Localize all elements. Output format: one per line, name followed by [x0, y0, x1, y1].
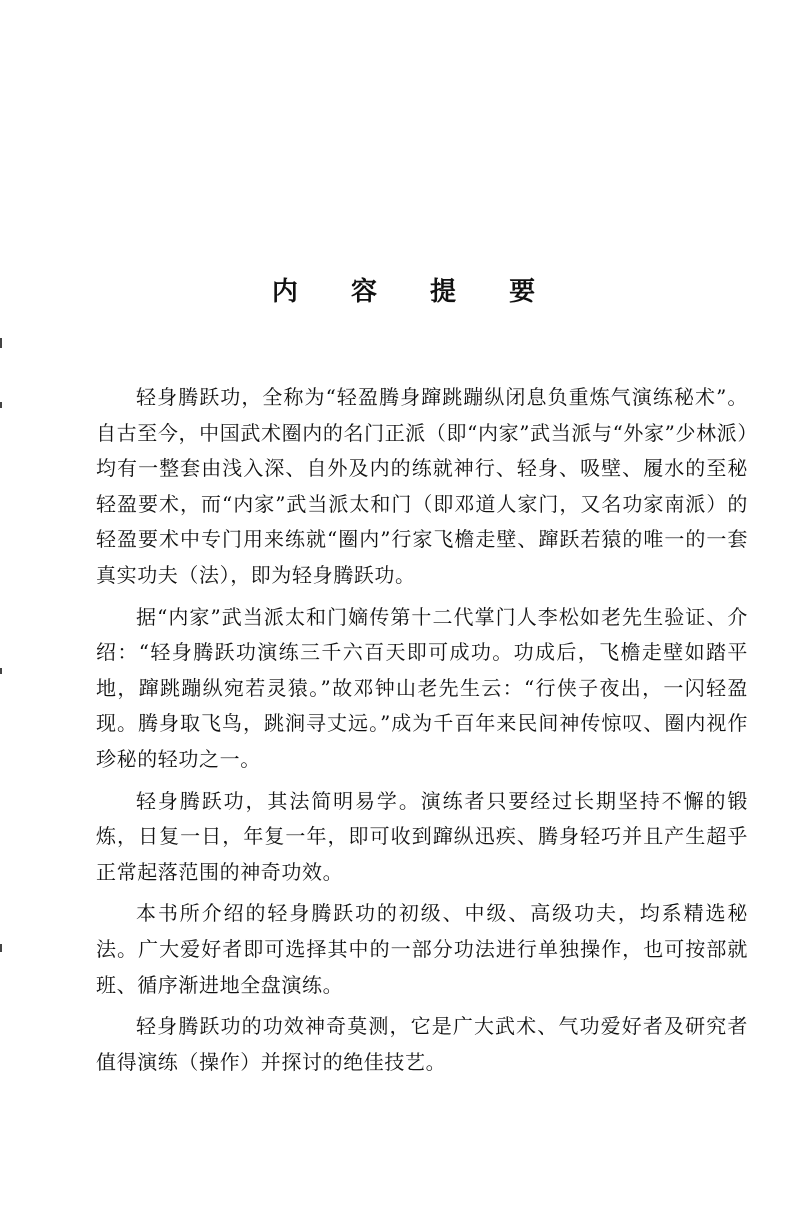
paragraph: 轻身腾跃功，其法简明易学。演练者只要经过长期坚持不懈的锻炼，日复一日，年复一年，即可收到蹿纵迅疾、腾身轻巧并且产生超乎正常起落范围的神奇功效。: [96, 788, 748, 884]
scan-edge-mark: [0, 944, 2, 952]
paragraph: 据“内家”武当派太和门嫡传第十二代掌门人李松如老先生验证、介绍：“轻身腾跃功演练三千六百天即可成功。功成后，飞檐走壁如踏平地，蹿跳蹦纵宛若灵猿。”故邓钟山老先生云：“行侠子夜出，一闪轻盈现。腾身取飞鸟，跳涧寻丈远。”成为千百年来民间神传惊叹、圈内视作珍秘的轻功之一。: [96, 604, 748, 771]
page-title: 内 容 提 要: [271, 277, 558, 307]
paragraph: 本书所介绍的轻身腾跃功的初级、中级、高级功夫，均系精选秘法。广大爱好者即可选择其中的一部分功法进行单独操作，也可按部就班、循序渐进地全盘演练。: [96, 901, 748, 997]
summary-body: [96, 380, 748, 1086]
paragraph: 轻身腾跃功的功效神奇莫测，它是广大武术、气功爱好者及研究者值得演练（操作）并探讨的绝佳技艺。: [96, 1014, 748, 1074]
paragraph: 轻身腾跃功，全称为“轻盈腾身蹿跳蹦纵闭息负重炼气演练秘术”。自古至今，中国武术圈内的名门正派（即“内家”武当派与“外家”少林派）均有一整套由浅入深、自外及内的练就神行、轻身、吸壁、履水的至秘轻盈要术，而“内家”武当派太和门（即邓道人家门，又名功家南派）的轻盈要术中专门用来练就“圈内”行家飞檐走壁、蹿跃若猿的唯一的一套真实功夫（法），即为轻身腾跃功。: [96, 385, 748, 587]
scan-edge-mark: [0, 338, 2, 348]
scan-edge-mark: [0, 668, 2, 674]
scan-edge-mark: [0, 402, 2, 408]
